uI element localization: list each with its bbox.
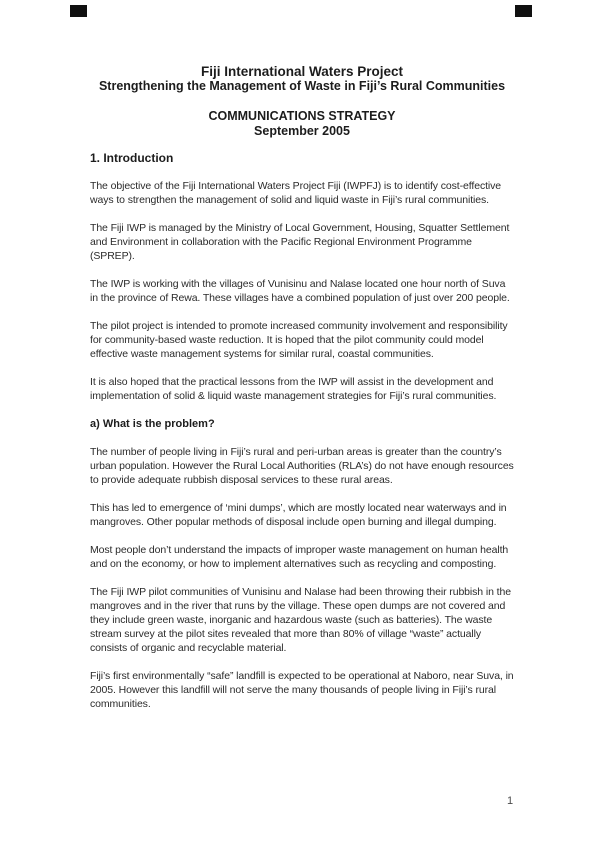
paragraph: Most people don’t understand the impacts of improper waste management on human health and on the economy, or how to implement alternatives such as recycling and composting. <box>90 544 509 570</box>
document-date: September 2005 <box>254 124 350 138</box>
subsection-heading-problem: a) What is the problem? <box>90 418 215 430</box>
scan-artifact-top-left <box>70 5 87 17</box>
document-title: Fiji International Waters Project <box>200 64 404 79</box>
paragraph: This has led to emergence of ‘mini dumps’, which are mostly located near waterways and in mangroves. Other popular methods of disposal include open burning and illegal dumping. <box>90 502 507 528</box>
paragraph: The objective of the Fiji International Waters Project Fiji (IWPFJ) is to identify cost-effective ways to strengthen the management of solid and liquid waste in Fiji’s rural communities. <box>90 180 502 206</box>
page-number: 1 <box>506 795 514 807</box>
scan-artifact-top-right <box>515 5 532 17</box>
paragraph: Fiji’s first environmentally “safe” landfill is expected to be operational at Naboro, near Suva, in 2005. However this landfill will not serve the many thousands of people living in Fiji’s rural communities. <box>90 670 514 710</box>
document-header <box>90 64 514 139</box>
document-type: COMMUNICATIONS STRATEGY <box>208 109 396 123</box>
paragraph: The Fiji IWP pilot communities of Vunisinu and Nalase had been throwing their rubbish in the mangroves and in the river that runs by the village. These open dumps are not covered and they include green waste, inorganic and hazardous waste (such as batteries). The waste stream survey at the pilot sites revealed that more than 80% of village “waste” actually consists of organic and recyclable material. <box>90 586 511 654</box>
page-content <box>90 64 514 725</box>
paragraph: The pilot project is intended to promote increased community involvement and responsibility for community-based waste reduction. It is hoped that the pilot community could model effective waste management systems for similar rural, coastal communities. <box>90 320 508 360</box>
paragraph: The Fiji IWP is managed by the Ministry of Local Government, Housing, Squatter Settlement and Environment in collaboration with the Pacific Regional Environment Programme (SPREP). <box>90 222 510 262</box>
section-heading-introduction: 1. Introduction <box>90 151 174 165</box>
paragraph: The IWP is working with the villages of Vunisinu and Nalase located one hour north of Suva in the province of Rewa. These villages have a combined population of just over 200 people. <box>90 278 510 304</box>
paragraph: The number of people living in Fiji’s rural and peri-urban areas is greater than the country’s urban population. However the Rural Local Authorities (RLA’s) do not have enough resources to provide adequate rubbish disposal services to these rural areas. <box>90 446 514 486</box>
paragraph: It is also hoped that the practical lessons from the IWP will assist in the development and implementation of solid & liquid waste management strategies for Fiji’s rural communities. <box>90 376 497 402</box>
document-subtitle: Strengthening the Management of Waste in Fiji’s Rural Communities <box>98 79 506 93</box>
